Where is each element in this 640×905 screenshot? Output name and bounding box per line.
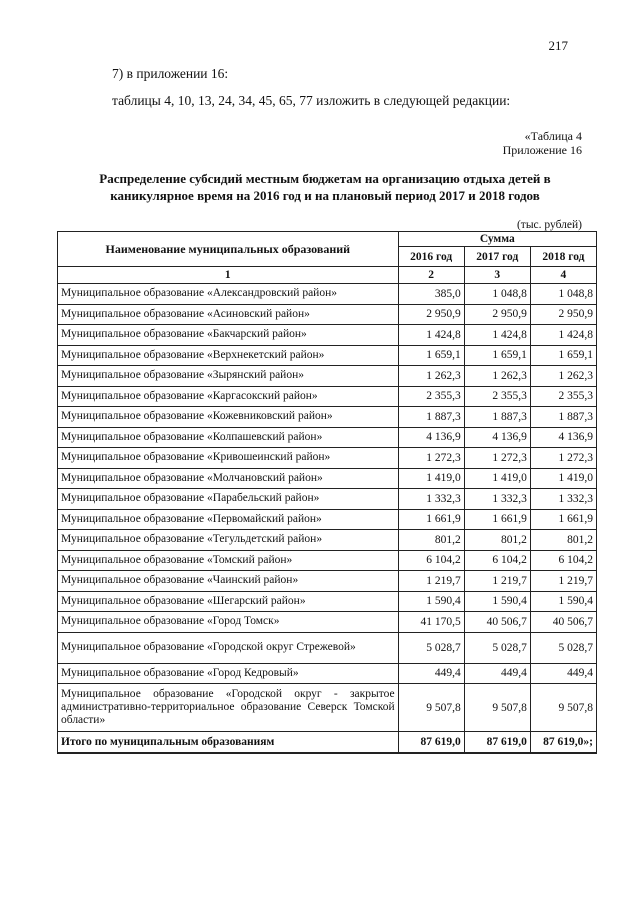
value-2016: 449,4 [398, 663, 464, 684]
value-2016: 1 272,3 [398, 448, 464, 469]
column-number: 2 [398, 267, 464, 284]
municipality-name: Муниципальное образование «Асиновский район» [58, 304, 399, 325]
value-2018: 1 219,7 [530, 571, 596, 592]
value-2016: 6 104,2 [398, 550, 464, 571]
value-2017: 1 659,1 [464, 345, 530, 366]
municipality-name: Муниципальное образование «Молчановский район» [58, 468, 399, 489]
table-row [58, 448, 597, 469]
header-sum: Сумма [398, 232, 596, 247]
total-2017: 87 619,0 [464, 732, 530, 754]
value-2016: 1 419,0 [398, 468, 464, 489]
table-row [58, 407, 597, 428]
value-2017: 1 424,8 [464, 325, 530, 346]
value-2017: 801,2 [464, 530, 530, 551]
value-2016: 4 136,9 [398, 427, 464, 448]
municipality-name: Муниципальное образование «Кожевниковский район» [58, 407, 399, 428]
table-row [58, 386, 597, 407]
value-2018: 1 262,3 [530, 366, 596, 387]
value-2017: 2 950,9 [464, 304, 530, 325]
municipality-name: Муниципальное образование «Кривошеинский район» [58, 448, 399, 469]
value-2018: 449,4 [530, 663, 596, 684]
value-2017: 1 048,8 [464, 284, 530, 305]
value-2018: 1 048,8 [530, 284, 596, 305]
total-2016: 87 619,0 [398, 732, 464, 754]
value-2018: 9 507,8 [530, 684, 596, 732]
municipality-name: Муниципальное образование «Парабельский район» [58, 489, 399, 510]
intro-line-2: таблицы 4, 10, 13, 24, 34, 45, 65, 77 изложить в следующей редакции: [112, 93, 511, 108]
total-label: Итого по муниципальным образованиям [58, 732, 399, 754]
municipality-name: Муниципальное образование «Город Томск» [58, 612, 399, 633]
value-2016: 1 332,3 [398, 489, 464, 510]
municipality-name: Муниципальное образование «Первомайский район» [58, 509, 399, 530]
column-number: 1 [58, 267, 399, 284]
municipality-name: Муниципальное образование «Тегульдетский район» [58, 530, 399, 551]
value-2016: 1 590,4 [398, 591, 464, 612]
municipality-name: Муниципальное образование «Городской округ - закрытое административно-территориальное образование Северск Томской области» [58, 684, 399, 732]
table-row [58, 632, 597, 663]
value-2017: 1 590,4 [464, 591, 530, 612]
document-title-line-2: каникулярное время на 2016 год и на плановый период 2017 и 2018 годов [110, 188, 540, 203]
municipality-name: Муниципальное образование «Городской округ Стрежевой» [58, 632, 399, 663]
value-2016: 9 507,8 [398, 684, 464, 732]
value-2017: 1 661,9 [464, 509, 530, 530]
value-2018: 40 506,7 [530, 612, 596, 633]
value-2018: 1 419,0 [530, 468, 596, 489]
table-row [58, 612, 597, 633]
value-2017: 1 272,3 [464, 448, 530, 469]
municipality-name: Муниципальное образование «Чаинский район» [58, 571, 399, 592]
table-reference [503, 129, 582, 157]
table-row [58, 284, 597, 305]
value-2016: 801,2 [398, 530, 464, 551]
value-2018: 1 659,1 [530, 345, 596, 366]
table-row [58, 550, 597, 571]
value-2016: 2 950,9 [398, 304, 464, 325]
value-2016: 1 887,3 [398, 407, 464, 428]
table-row [58, 571, 597, 592]
document-title [70, 170, 580, 204]
value-2017: 6 104,2 [464, 550, 530, 571]
header-year-2018: 2018 год [530, 247, 596, 267]
table-row [58, 530, 597, 551]
municipality-name: Муниципальное образование «Томский район» [58, 550, 399, 571]
value-2017: 1 332,3 [464, 489, 530, 510]
table-row [58, 663, 597, 684]
municipality-name: Муниципальное образование «Колпашевский район» [58, 427, 399, 448]
table-row [58, 427, 597, 448]
value-2018: 1 887,3 [530, 407, 596, 428]
value-2017: 1 887,3 [464, 407, 530, 428]
municipality-name: Муниципальное образование «Каргасокский район» [58, 386, 399, 407]
table-row [58, 304, 597, 325]
table-row [58, 468, 597, 489]
value-2016: 41 170,5 [398, 612, 464, 633]
value-2016: 1 661,9 [398, 509, 464, 530]
column-number: 4 [530, 267, 596, 284]
municipality-name: Муниципальное образование «Зырянский район» [58, 366, 399, 387]
municipality-name: Муниципальное образование «Шегарский район» [58, 591, 399, 612]
value-2018: 2 950,9 [530, 304, 596, 325]
column-number: 3 [464, 267, 530, 284]
value-2017: 1 419,0 [464, 468, 530, 489]
table-row [58, 684, 597, 732]
total-row [58, 732, 597, 754]
units-note: (тыс. рублей) [516, 219, 582, 231]
header-year-2017: 2017 год [464, 247, 530, 267]
value-2017: 5 028,7 [464, 632, 530, 663]
header-municipality-name: Наименование муниципальных образований [58, 232, 399, 267]
value-2016: 1 424,8 [398, 325, 464, 346]
value-2017: 1 262,3 [464, 366, 530, 387]
value-2017: 449,4 [464, 663, 530, 684]
intro-line-1: 7) в приложении 16: [112, 66, 229, 81]
value-2017: 9 507,8 [464, 684, 530, 732]
table-row [58, 509, 597, 530]
value-2018: 1 272,3 [530, 448, 596, 469]
page-number: 217 [548, 38, 568, 53]
value-2016: 1 262,3 [398, 366, 464, 387]
table-reference-number: «Таблица 4 [524, 129, 582, 143]
value-2017: 2 355,3 [464, 386, 530, 407]
value-2018: 801,2 [530, 530, 596, 551]
value-2016: 385,0 [398, 284, 464, 305]
municipality-name: Муниципальное образование «Александровский район» [58, 284, 399, 305]
municipality-name: Муниципальное образование «Бакчарский район» [58, 325, 399, 346]
table-row [58, 489, 597, 510]
value-2016: 5 028,7 [398, 632, 464, 663]
subsidy-table [57, 231, 597, 754]
closing-quote: »; [583, 736, 593, 748]
value-2016: 1 659,1 [398, 345, 464, 366]
value-2018: 1 590,4 [530, 591, 596, 612]
value-2018: 1 424,8 [530, 325, 596, 346]
value-2017: 40 506,7 [464, 612, 530, 633]
value-2016: 1 219,7 [398, 571, 464, 592]
value-2018: 5 028,7 [530, 632, 596, 663]
table-row [58, 366, 597, 387]
table-row [58, 345, 597, 366]
document-title-line-1: Распределение субсидий местным бюджетам на организацию отдыха детей в [99, 171, 551, 186]
table-row [58, 325, 597, 346]
value-2018: 2 355,3 [530, 386, 596, 407]
value-2018: 6 104,2 [530, 550, 596, 571]
municipality-name: Муниципальное образование «Верхнекетский район» [58, 345, 399, 366]
value-2018: 1 332,3 [530, 489, 596, 510]
municipality-name: Муниципальное образование «Город Кедровый» [58, 663, 399, 684]
value-2018: 1 661,9 [530, 509, 596, 530]
value-2018: 4 136,9 [530, 427, 596, 448]
total-2018-cell [530, 732, 596, 754]
total-2018: 87 619,0 [543, 736, 584, 748]
value-2017: 4 136,9 [464, 427, 530, 448]
value-2016: 2 355,3 [398, 386, 464, 407]
table-row [58, 591, 597, 612]
header-year-2016: 2016 год [398, 247, 464, 267]
appendix-reference: Приложение 16 [502, 143, 582, 157]
value-2017: 1 219,7 [464, 571, 530, 592]
